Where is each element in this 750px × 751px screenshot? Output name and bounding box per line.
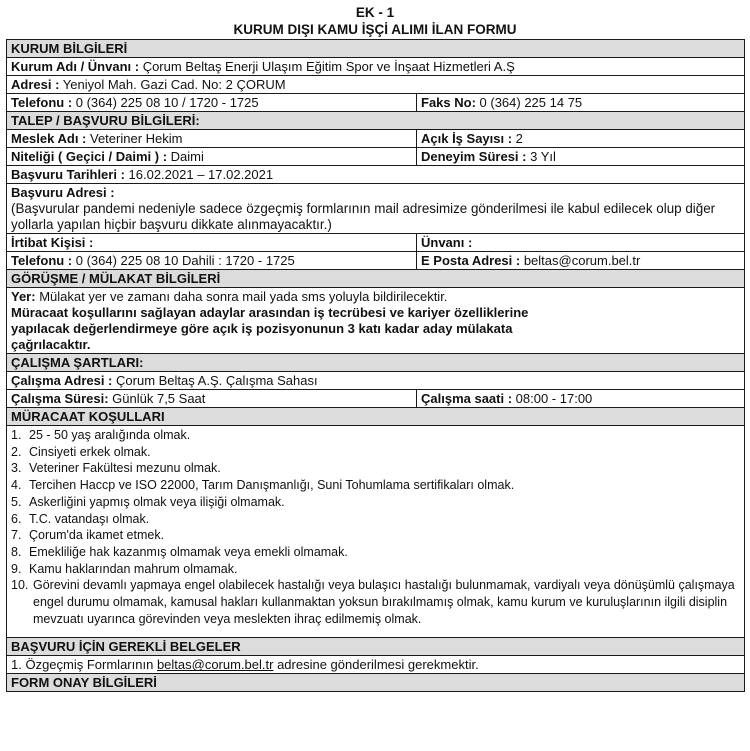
request-section-header: TALEP / BAŞVURU BİLGİLERİ: <box>7 112 745 130</box>
openings-cell <box>417 130 745 148</box>
documents-email-link[interactable]: beltas@corum.bel.tr <box>156 657 274 673</box>
conditions-list-cell <box>7 426 745 638</box>
application-address-value: (Başvurular pandemi nedeniyle sadece özgeçmiş formlarının mail adresimize gönderilmesi ile kabul edilecek olup diğer yollarla yapılan hiçbir başvuru dikkate alınmayacaktır.) <box>11 201 716 232</box>
application-dates-row <box>7 166 745 184</box>
condition-text: Kamu haklarından mahrum olmamak. <box>29 561 238 576</box>
email-value: beltas@corum.bel.tr <box>520 253 641 268</box>
condition-number: 9. <box>11 561 22 576</box>
condition-item <box>11 477 740 494</box>
annex-number: EK - 1 <box>355 5 395 20</box>
condition-number: 8. <box>11 544 22 559</box>
profession-cell <box>7 130 417 148</box>
institution-name-label: Kurum Adı / Ünvanı : <box>11 59 140 74</box>
interview-place-value: Mülakat yer ve zamanı daha sonra mail yada sms yoluyla bildirilecektir. <box>35 289 448 304</box>
institution-name-row <box>7 58 745 76</box>
work-hours-cell <box>417 390 745 408</box>
work-duration-value: Günlük 7,5 Saat <box>108 391 206 406</box>
condition-number: 4. <box>11 478 22 493</box>
experience-cell <box>417 148 745 166</box>
condition-item <box>11 460 740 477</box>
documents-item-number: 1. <box>11 657 22 673</box>
application-address-label: Başvuru Adresi : <box>11 185 115 200</box>
condition-item <box>11 444 740 461</box>
work-address-label: Çalışma Adresi : <box>11 373 113 388</box>
interview-place-label: Yer: <box>11 289 36 304</box>
work-duration-label: Çalışma Süresi: <box>11 391 109 406</box>
contact-phone-label: Telefonu : <box>11 253 73 268</box>
application-dates-value: 16.02.2021 – 17.02.2021 <box>124 167 274 182</box>
approval-section-header: FORM ONAY BİLGİLERİ <box>7 674 745 692</box>
condition-text: 25 - 50 yaş aralığında olmak. <box>29 428 191 442</box>
documents-item-text-start: Özgeçmiş Formlarının <box>21 657 157 673</box>
work-hours-label: Çalışma saati : <box>421 391 513 406</box>
institution-phone-cell <box>7 94 417 112</box>
work-hours-value: 08:00 - 17:00 <box>512 391 593 406</box>
experience-label: Deneyim Süresi : <box>421 149 527 164</box>
profession-value: Veteriner Hekim <box>86 131 183 146</box>
condition-number: 7. <box>11 528 22 543</box>
work-section-header: ÇALIŞMA ŞARTLARI: <box>7 354 745 372</box>
openings-label: Açık İş Sayısı : <box>421 131 513 146</box>
institution-section-header: KURUM BİLGİLERİ <box>7 40 745 58</box>
form-table <box>6 39 745 692</box>
institution-address-row <box>7 76 745 94</box>
condition-text: Veteriner Fakültesi mezunu olmak. <box>29 461 221 476</box>
condition-item <box>11 427 740 444</box>
condition-item <box>11 494 740 511</box>
condition-number: 10. <box>11 578 29 593</box>
experience-value: 3 Yıl <box>526 149 556 164</box>
condition-item <box>11 577 740 627</box>
contact-title-cell <box>417 234 745 252</box>
documents-section-header: BAŞVURU İÇİN GEREKLİ BELGELER <box>7 638 745 656</box>
institution-address-value: Yeniyol Mah. Gazi Cad. No: 2 ÇORUM <box>59 77 286 92</box>
institution-fax-label: Faks No: <box>421 95 476 110</box>
contact-person-label: İrtibat Kişisi : <box>11 235 94 250</box>
documents-item-text-end: adresine gönderilmesi gerekmektir. <box>273 657 479 673</box>
condition-item <box>11 544 740 561</box>
work-address-row <box>7 372 745 390</box>
condition-text: Cinsiyeti erkek olmak. <box>29 444 151 459</box>
condition-text: Emekliliğe hak kazanmış olmamak veya emekli olmamak. <box>29 544 348 559</box>
email-label: E Posta Adresi : <box>421 253 521 268</box>
job-type-cell <box>7 148 417 166</box>
institution-address-label: Adresi : <box>11 77 60 92</box>
work-address-value: Çorum Beltaş A.Ş. Çalışma Sahası <box>112 373 318 388</box>
condition-text: Çorum'da ikamet etmek. <box>29 528 165 543</box>
interview-info-row <box>7 288 745 354</box>
condition-item <box>11 511 740 528</box>
interview-note: Müracaat koşullarını sağlayan adaylar arasından iş tecrübesi ve kariyer özelliklerine yapılacak değerlendirmeye göre açık iş pozisyonunun 3 katı kadar aday mülakata çağrılacaktır. <box>11 305 529 352</box>
profession-label: Meslek Adı : <box>11 131 87 146</box>
contact-phone-cell <box>7 252 417 270</box>
condition-number: 2. <box>11 444 22 459</box>
institution-fax-cell <box>417 94 745 112</box>
contact-title-label: Ünvanı : <box>421 235 473 250</box>
conditions-list <box>11 427 740 627</box>
condition-text: Görevini devamlı yapmaya engel olabilecek hastalığı veya bulaşıcı hastalığı bulunmamak, vardiyalı veya dönüşümlü çalışmaya engel durumu olmamak, kamusal hakları kullanmaktan yoksun bırakılmamış olmak, kamu kurum ve kuruluşlarının ilgili disiplin mevzuatı uyarınca görevinden veya meslekten ihraç edilmemiş olmak. <box>33 578 735 626</box>
condition-text: Askerliğini yapmış olmak veya ilişiği olmamak. <box>29 494 285 509</box>
condition-text: Tercihen Haccp ve ISO 22000, Tarım Danışmanlığı, Suni Tohumlama sertifikaları olmak. <box>29 478 515 493</box>
job-type-value: Daimi <box>167 149 204 164</box>
email-cell <box>417 252 745 270</box>
condition-number: 6. <box>11 511 22 526</box>
institution-phone-label: Telefonu : <box>11 95 73 110</box>
condition-number: 3. <box>11 461 22 476</box>
work-duration-cell <box>7 390 417 408</box>
condition-item <box>11 561 740 578</box>
institution-fax-value: 0 (364) 225 14 75 <box>475 95 583 110</box>
application-address-row <box>7 184 745 234</box>
interview-section-header: GÖRÜŞME / MÜLAKAT BİLGİLERİ <box>7 270 745 288</box>
institution-name-value: Çorum Beltaş Enerji Ulaşım Eğitim Spor ve İnşaat Hizmetleri A.Ş <box>139 59 515 74</box>
documents-item-row <box>7 656 745 674</box>
openings-value: 2 <box>512 131 523 146</box>
contact-phone-value: 0 (364) 225 08 10 Dahili : 1720 - 1725 <box>72 253 295 268</box>
form-title: KURUM DIŞI KAMU İŞÇİ ALIMI İLAN FORMU <box>233 22 517 37</box>
institution-phone-value: 0 (364) 225 08 10 / 1720 - 1725 <box>72 95 259 110</box>
condition-number: 1. <box>11 428 22 442</box>
document <box>6 2 744 692</box>
job-type-label: Niteliği ( Geçici / Daimi ) : <box>11 149 168 164</box>
condition-text: T.C. vatandaşı olmak. <box>29 511 150 526</box>
conditions-section-header: MÜRACAAT KOŞULLARI <box>7 408 745 426</box>
application-dates-label: Başvuru Tarihleri : <box>11 167 125 182</box>
condition-item <box>11 527 740 544</box>
contact-person-cell <box>7 234 417 252</box>
condition-number: 5. <box>11 494 22 509</box>
